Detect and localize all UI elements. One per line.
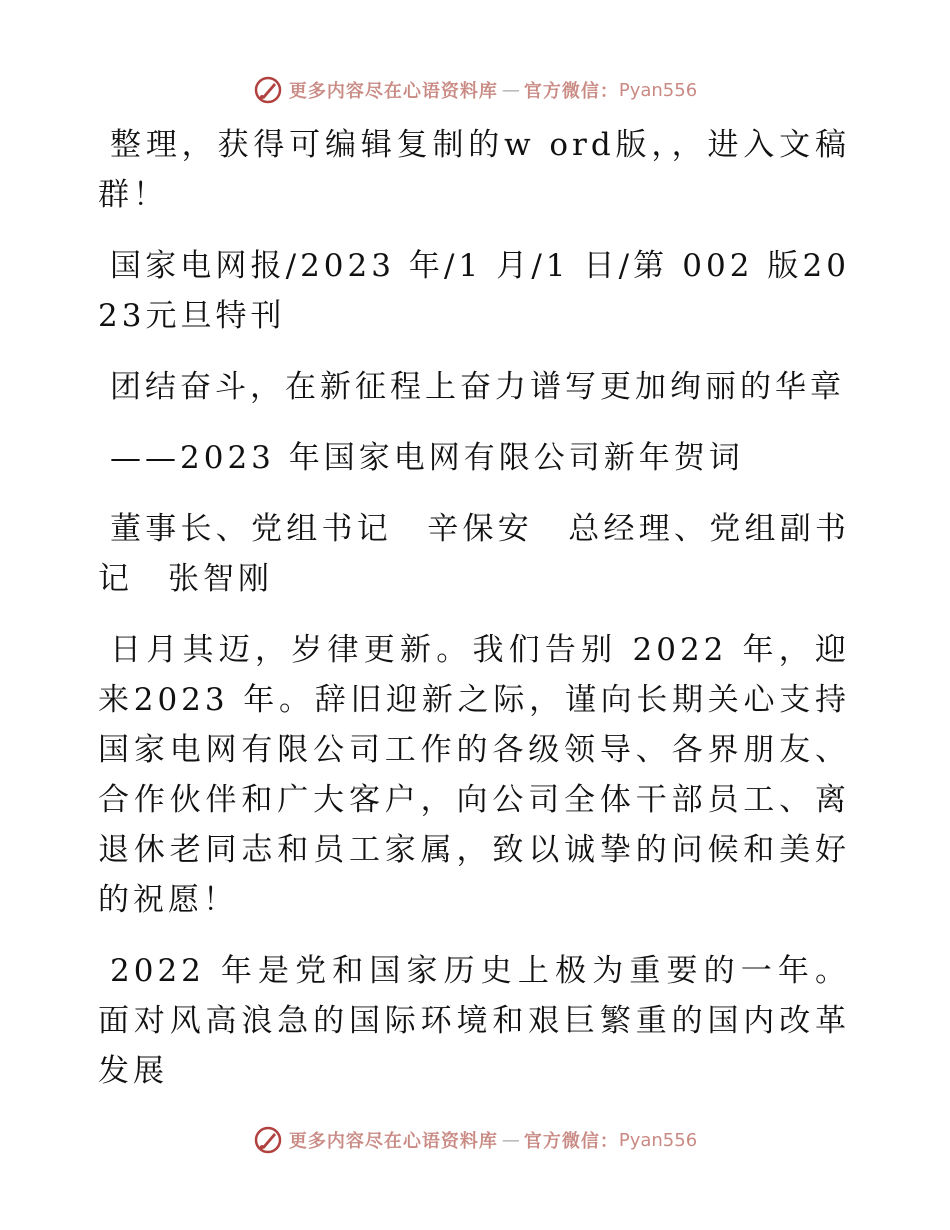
quill-circle-logo-icon [253, 75, 283, 105]
header-watermark [0, 70, 950, 110]
watermark-suffix: 官方微信： [523, 81, 619, 102]
article-subtitle: ——2023 年国家电网有限公司新年贺词 [110, 440, 744, 476]
watermark-text: 更多内容尽在心语资料库 [288, 1131, 498, 1152]
paragraph-greeting: 日月其迈，岁律更新。我们告别 2022 年，迎来2023 年。辞旧迎新之际，谨向长期关心支持国家电网有限公司工作的各级领导、各界朋友、合作伙伴和广大客户，向公司全体干部员工、离退休老同志和员工家属，致以诚挚的问候和美好的祝愿！ [98, 632, 850, 918]
quill-circle-logo-icon [253, 1125, 283, 1155]
paragraph-2022-review: 2022 年是党和国家历史上极为重要的一年。 面对风高浪急的国际环境和艰巨繁重的国内改革发展 [98, 953, 850, 1089]
document-body [98, 120, 850, 1117]
watermark-separator: — [501, 79, 520, 101]
watermark-separator: — [501, 1129, 520, 1151]
article-title: 团结奋斗，在新征程上奋力谱写更加绚丽的华章 [110, 369, 845, 405]
paragraph-intro-note: 整理，获得可编辑复制的w ord版，，进入文稿群！ [98, 127, 850, 213]
article-authors: 董事长、党组书记 辛保安 总经理、党组副书记 张智刚 [98, 511, 850, 597]
watermark-suffix: 官方微信： [523, 1131, 619, 1152]
footer-watermark [0, 1120, 950, 1160]
watermark-handle: Pyan556 [618, 1129, 698, 1151]
paragraph-source-line: 国家电网报/2023 年/1 月/1 日/第 002 版2023元旦特刊 [98, 248, 850, 334]
watermark-text: 更多内容尽在心语资料库 [288, 81, 498, 102]
watermark-handle: Pyan556 [618, 79, 698, 101]
